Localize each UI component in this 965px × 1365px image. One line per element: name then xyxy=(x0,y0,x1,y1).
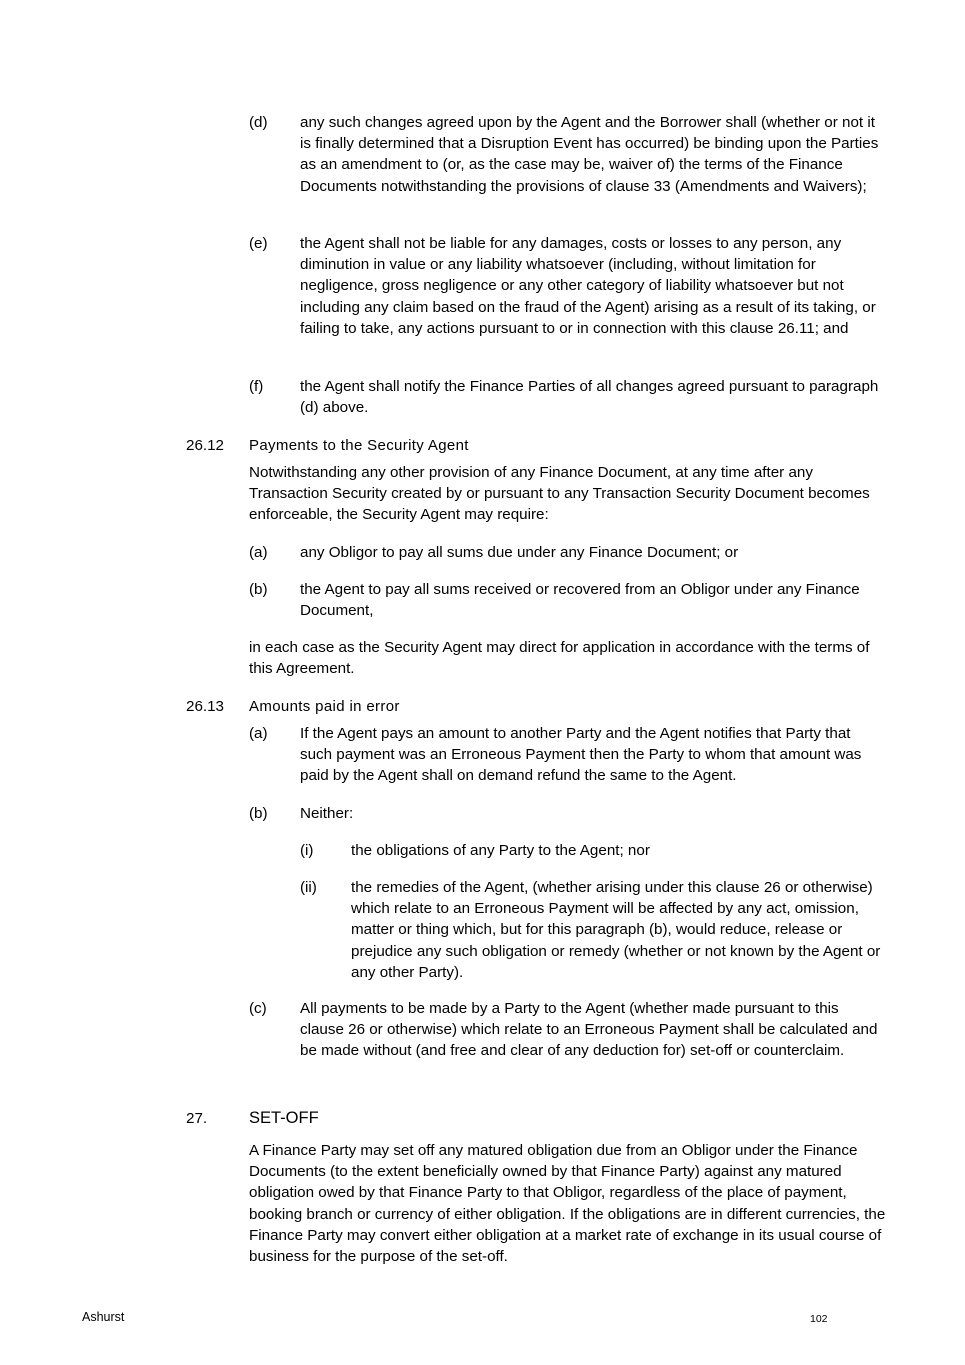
clause-26-12-heading: Payments to the Security Agent xyxy=(249,437,469,454)
clause-26-13-heading: Amounts paid in error xyxy=(249,698,400,715)
para-f-text: the Agent shall notify the Finance Parties of all changes agreed pursuant to paragraph (d) above. xyxy=(300,378,879,417)
clause-26-13-b-i-label: (i) xyxy=(300,842,314,859)
clause-26-13-a-label: (a) xyxy=(249,725,268,742)
para-e-text: the Agent shall not be liable for any damages, costs or losses to any person, any diminution in value or any liability whatsoever (including, without limitation for negligence, gross negligence or any other category of liability whatsoever but not including any claim based on the fraud of the Agent) arising as a result of its taking, or failing to take, any actions pursuant to or in connection with this clause 26.11; and xyxy=(300,235,876,337)
clause-26-13-c-label: (c) xyxy=(249,1000,267,1017)
clause-26-12-number: 26.12 xyxy=(186,437,225,454)
clause-26-12-intro: Notwithstanding any other provision of any Finance Document, at any time after any Transaction Security created by or pursuant to any Transaction Security Document becomes enforceable, the Security Agent may require: xyxy=(249,464,870,524)
clause-27-number: 27. xyxy=(186,1110,208,1127)
para-e-label: (e) xyxy=(249,235,268,252)
para-d-text: any such changes agreed upon by the Agent and the Borrower shall (whether or not it is finally determined that a Disruption Event has occurred) be binding upon the Parties as an amendment to (or, as the case may be, waiver of) the terms of the Finance Documents notwithstanding the provisions of clause 33 (Amendments and Waivers); xyxy=(300,114,879,195)
clause-26-13-b-ii-text: the remedies of the Agent, (whether arising under this clause 26 or otherwise) which relate to an Erroneous Payment will be affected by any act, omission, matter or thing which, but for this paragraph (b), would reduce, release or prejudice any such obligation or remedy (whether or not known by the Agent or any other Party). xyxy=(351,879,881,981)
para-f-label: (f) xyxy=(249,378,264,395)
clause-26-12-a-label: (a) xyxy=(249,544,268,561)
page-number: 102 xyxy=(810,1313,828,1325)
para-d-label: (d) xyxy=(249,114,268,131)
clause-26-12-closing: in each case as the Security Agent may direct for application in accordance with the terms of this Agreement. xyxy=(249,639,870,678)
clause-26-13-a-text: If the Agent pays an amount to another Party and the Agent notifies that Party that such payment was an Erroneous Payment then the Party to whom that amount was paid by the Agent shall on demand refund the same to the Agent. xyxy=(300,725,862,785)
clause-27-heading: SET-OFF xyxy=(249,1109,319,1127)
footer-firm-name: Ashurst xyxy=(82,1310,125,1324)
clause-26-13-b-i-text: the obligations of any Party to the Agent; nor xyxy=(351,842,650,859)
clause-26-12-b-label: (b) xyxy=(249,581,268,598)
clause-26-12-a-text: any Obligor to pay all sums due under any Finance Document; or xyxy=(300,544,739,561)
clause-26-13-b-ii-label: (ii) xyxy=(300,879,317,896)
clause-26-13-b-label: (b) xyxy=(249,805,268,822)
clause-26-13-number: 26.13 xyxy=(186,698,225,715)
clause-27-text: A Finance Party may set off any matured obligation due from an Obligor under the Finance Documents (to the extent beneficially owned by that Finance Party) against any matured obligation owed by that Finance Party to that Obligor, regardless of the place of payment, booking branch or currency of either obligation. If the obligations are in different currencies, the Finance Party may convert either obligation at a market rate of exchange in its usual course of business for the purpose of the set-off. xyxy=(249,1142,886,1266)
clause-26-13-b-text: Neither: xyxy=(300,805,354,822)
clause-26-13-c-text: All payments to be made by a Party to the Agent (whether made pursuant to this clause 26 or otherwise) which relate to an Erroneous Payment shall be calculated and be made without (and free and clear of any deduction for) set-off or counterclaim. xyxy=(300,1000,878,1060)
clause-26-12-b-text: the Agent to pay all sums received or recovered from an Obligor under any Finance Document, xyxy=(300,581,860,620)
